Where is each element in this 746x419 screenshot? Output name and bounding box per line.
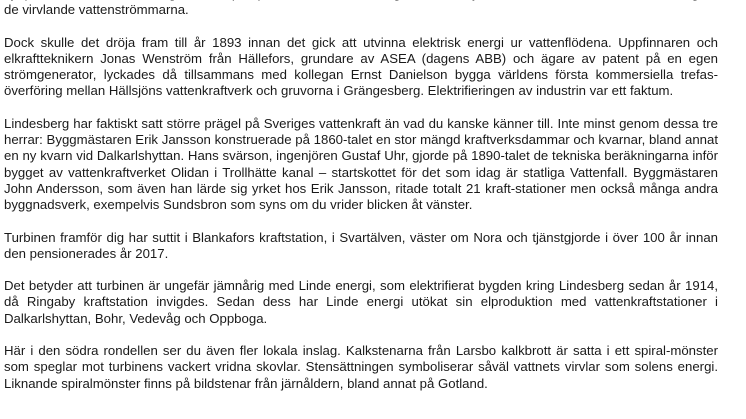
paragraph-blankafors-turbine: Turbinen framför dig har suttit i Blankafors kraftstation, i Svartälven, väster om Nora och tjänstgjorde i över 100 år innan den pensionerades år 2017.: [4, 229, 718, 261]
paragraph-wenstrom: Dock skulle det dröja fram till år 1893 innan det gick att utvinna elektrisk energi ur vattenflödena. Uppfinnaren och elkraftteknikern Jonas Wenström från Hällefors, grundare av ASEA (dagens ABB) och ägare av patent på en egen strömgenerator, lyckades då tillsammans med kollegan Ernst Danielson bygga världens första kommersiella trefas-överföring mellan Hällsjöns vattenkraftverk och gruvorna i Grängesberg. Elektrifieringen av industrin var ett faktum.: [4, 34, 718, 99]
paragraph-linde-energi: Det betyder att turbinen är ungefär jämnårig med Linde energi, som elektrifierat bygden kring Lindesberg sedan år 1914, då Ringaby kraftstation invigdes. Sedan dess har Linde energi utökat sin elproduktion med vattenkraftstationer i Dalkarlshyttan, Bohr, Vedevåg och Oppboga.: [4, 278, 718, 326]
document-page: [4, 0, 718, 408]
paragraph-south-roundabout: Här i den södra rondellen ser du även fler lokala inslag. Kalkstenarna från Larsbo kalkbrott är satta i ett spiral-mönster som speglar mot turbinens vackert vridna skovlar. Stensättningen symboliserar såväl vattnets virvlar som solens energi. Liknande spiralmönster finns på bildstenar från järnåldern, bland annat på Gotland.: [4, 343, 718, 391]
paragraph-lindesberg-builders: Lindesberg har faktiskt satt större prägel på Sveriges vattenkraft än vad du kanske känner till. Inte minst genom dessa tre herrar: Byggmästaren Erik Jansson konstruerade på 1860-talet en stor mängd kraftverksdammar och kvarnar, bland annat en ny kvarn vid Dalkarlshyttan. Hans svärson, ingenjören Gustaf Uhr, gjorde på 1890-talet de tekniska beräkningarna inför bygget av vattenkraftverket Olidan i Trollhätte kanal – startskottet för det som idag är statliga Vattenfall. Byggmästaren John Andersson, som även han lärde sig yrket hos Erik Jansson, ritade totalt 21 kraft-stationer men också många andra byggnadsverk, exempelvis Sundsbron som syns om du vrider blicken åt vänster.: [4, 115, 718, 213]
paragraph-intro-continuation: de virvlande vattenströmmarna.: [4, 2, 189, 18]
